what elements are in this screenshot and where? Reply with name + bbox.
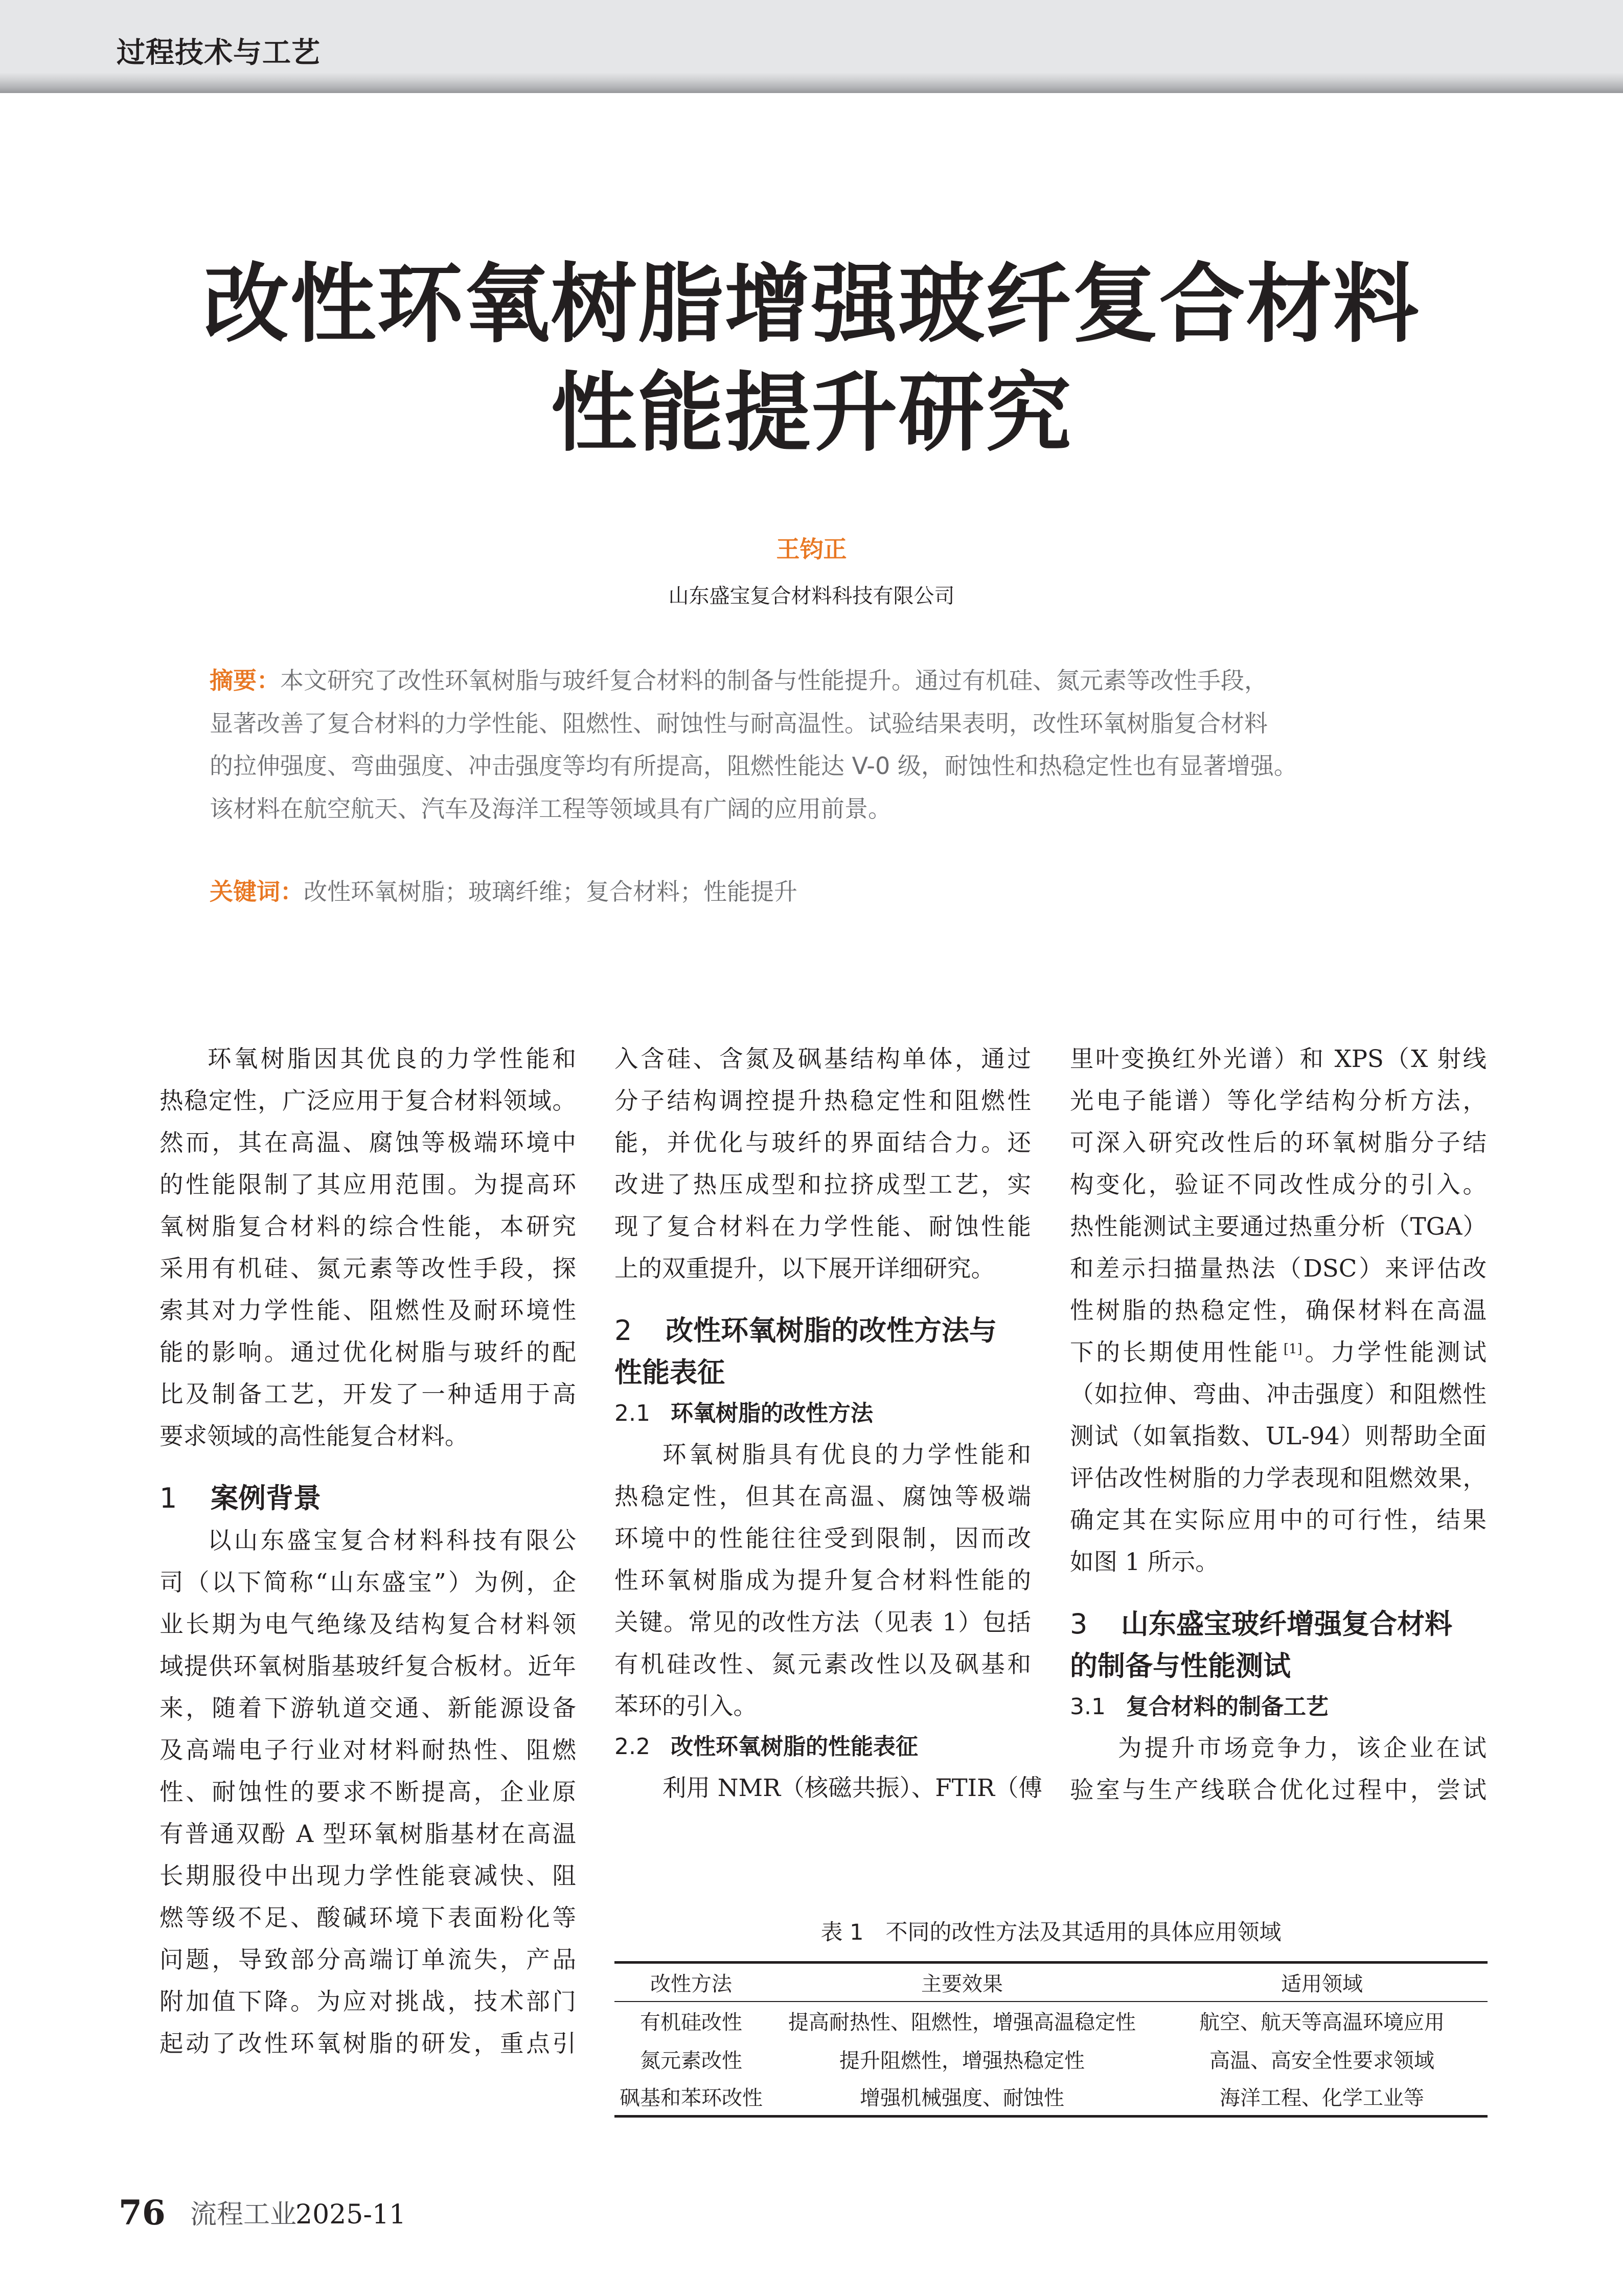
citation-ref-1[interactable]: [1] [1283,1342,1302,1357]
paragraph-line: 分子结构调控提升热稳定性和阻燃性 [614,1087,1031,1115]
paragraph-line: 域提供环氧树脂基玻纤复合板材。近年 [159,1652,576,1680]
paragraph-line: 利用 NMR（核磁共振）、FTIR（傅 [662,1774,1043,1802]
abstract-line: 显著改善了复合材料的力学性能、阻燃性、耐蚀性与耐高温性。试验结果表明，改性环氧树脂复合材料 [210,709,1268,737]
paragraph-line: 热稳定性，但其在高温、腐蚀等极端 [614,1483,1031,1510]
paragraph-line: 司（以下简称“山东盛宝”）为例，企 [159,1568,576,1596]
section-label: 过程技术与工艺 [117,36,321,70]
subsection-heading-3-1: 3.1 复合材料的制备工艺 [1070,1694,1329,1720]
table-header-cell: 改性方法 [650,1972,732,1996]
paragraph-line: 环氧树脂具有优良的力学性能和 [662,1441,1031,1468]
paragraph-line: 要求领域的高性能复合材料。 [159,1422,469,1450]
table-row [614,2002,1488,2040]
paragraph-line: 入含硅、含氮及砜基结构单体，通过 [614,1045,1031,1073]
table-cell: 增强机械强度、耐蚀性 [860,2086,1064,2110]
paragraph-line: 比及制备工艺，开发了一种适用于高 [159,1380,576,1408]
paragraph-line: 氧树脂复合材料的综合性能，本研究 [159,1213,576,1240]
paragraph-line: 长期服役中出现力学性能衰减快、阻 [159,1862,576,1890]
subsection-heading-2-2: 2.2 改性环氧树脂的性能表征 [614,1734,918,1760]
paragraph-line: 环氧树脂因其优良的力学性能和 [208,1045,576,1073]
paragraph-line: （如拉伸、弯曲、冲击强度）和阻燃性 [1070,1380,1487,1408]
paragraph-line: 性树脂的热稳定性，确保材料在高温 [1070,1297,1487,1324]
paragraph-line: 评估改性树脂的力学表现和阻燃效果， [1070,1464,1487,1492]
author-affiliation: 山东盛宝复合材料科技有限公司 [668,584,955,608]
article-title-line-2: 性能提升研究 [551,363,1072,463]
paragraph-line: 环境中的性能往往受到限制，因而改 [614,1525,1031,1552]
table-cell: 提升阻燃性，增强热稳定性 [839,2049,1085,2073]
paragraph-line: 现了复合材料在力学性能、耐蚀性能 [614,1213,1031,1240]
section-heading-1: 1 案例背景 [159,1482,321,1514]
table-cell: 海洋工程、化学工业等 [1220,2086,1424,2110]
paragraph-line: 问题，导致部分高端订单流失，产品 [159,1946,576,1973]
paragraph-line: 上的双重提升，以下展开详细研究。 [614,1255,995,1282]
paragraph-line: 苯环的引入。 [614,1692,757,1720]
table-cell: 航空、航天等高温环境应用 [1199,2011,1445,2034]
paragraph-line: 下的长期使用性能 [1]。力学性能测试 [1070,1338,1487,1366]
table-cell: 氮元素改性 [640,2049,742,2073]
paragraph-line: 测试（如氧指数、UL-94）则帮助全面 [1070,1422,1487,1450]
table-header-row [614,1963,1488,2002]
abstract [210,660,1447,830]
keywords [210,875,1447,908]
paragraph-line: 有普通双酚 A 型环氧树脂基材在高温 [159,1820,576,1848]
body-column-left [159,1038,576,2064]
body-column-right [1070,1038,1487,1811]
table-header-cell: 适用领域 [1281,1972,1363,1996]
page-number: 76 [119,2193,166,2233]
paragraph-line: 能，并优化与玻纤的界面结合力。还 [614,1129,1031,1156]
paragraph-line: 改进了热压成型和拉挤成型工艺，实 [614,1171,1031,1198]
table-row [614,2040,1488,2078]
paragraph-line: 能的影响。通过优化树脂与玻纤的配 [159,1338,576,1366]
issue-date: 2025-11 [295,2199,406,2230]
abstract-line: 的拉伸强度、弯曲强度、冲击强度等均有所提高，阻燃性能达 V-0 级，耐蚀性和热稳定性也有显著增强。 [210,752,1297,780]
section-heading-3: 3 山东盛宝玻纤增强复合材料 [1070,1608,1452,1640]
paragraph-line: 热稳定性，广泛应用于复合材料领域。 [159,1087,576,1115]
table-header-cell: 主要效果 [921,1972,1003,1996]
paragraph-line: 光电子能谱）等化学结构分析方法， [1070,1087,1487,1115]
table-cell: 有机硅改性 [640,2011,742,2034]
paragraph-line: 性、耐蚀性的要求不断提高，企业原 [159,1778,576,1806]
keywords-label: 关键词： [210,878,304,905]
table-caption: 表 1 不同的改性方法及其适用的具体应用领域 [820,1920,1282,1945]
paragraph-line: 为提升市场竞争力，该企业在试 [1118,1734,1487,1762]
abstract-line: 该材料在航空航天、汽车及海洋工程等领域具有广阔的应用前景。 [210,794,891,823]
paragraph-line: 索其对力学性能、阻燃性及耐环境性 [159,1297,576,1324]
author-name: 王钧正 [776,535,847,563]
table-cell: 砜基和苯环改性 [620,2086,763,2110]
abstract-label: 摘要： [210,667,280,694]
body-column-middle [614,1038,1043,1809]
paragraph-line: 然而，其在高温、腐蚀等极端环境中 [159,1129,576,1156]
paragraph-line: 性环氧树脂成为提升复合材料性能的 [614,1566,1031,1594]
subsection-heading-2-1: 2.1 环氧树脂的改性方法 [614,1400,873,1426]
paragraph-line: 以山东盛宝复合材料科技有限公 [208,1527,576,1554]
paragraph-line: 确定其在实际应用中的可行性，结果 [1070,1506,1487,1534]
modification-methods-table [614,1961,1488,2118]
abstract-line: 摘要：本文研究了改性环氧树脂与玻纤复合材料的制备与性能提升。通过有机硅、氮元素等改性手段， [210,667,1268,694]
table-cell: 提高耐热性、阻燃性，增强高温稳定性 [788,2011,1136,2034]
paragraph-line: 采用有机硅、氮元素等改性手段，探 [159,1255,576,1282]
journal-name: 流程工业 [190,2199,297,2230]
keywords-text: 改性环氧树脂；玻璃纤维；复合材料；性能提升 [304,878,797,905]
article-title-line-1: 改性环氧树脂增强玻纤复合材料 [203,254,1420,354]
paragraph-line: 业长期为电气绝缘及结构复合材料领 [159,1610,576,1638]
table-cell: 高温、高安全性要求领域 [1209,2049,1434,2073]
section-heading-3-cont: 的制备与性能测试 [1070,1650,1291,1682]
paragraph-line: 和差示扫描量热法（DSC）来评估改 [1070,1255,1487,1282]
paragraph-line: 的性能限制了其应用范围。为提高环 [159,1171,576,1198]
paragraph-line: 有机硅改性、氮元素改性以及砜基和 [614,1650,1031,1678]
paragraph-line: 构变化，验证不同改性成分的引入。 [1070,1171,1487,1198]
table-row [614,2078,1488,2117]
paragraph-line: 燃等级不足、酸碱环境下表面粉化等 [159,1904,576,1931]
paragraph-line: 里叶变换红外光谱）和 XPS（X 射线 [1070,1045,1487,1073]
paragraph-line: 可深入研究改性后的环氧树脂分子结 [1070,1129,1487,1156]
section-heading-2-cont: 性能表征 [614,1356,725,1389]
paragraph-line: 起动了改性环氧树脂的研发，重点引 [159,2030,576,2057]
paragraph-line: 及高端电子行业对材料耐热性、阻燃 [159,1736,576,1764]
paragraph-line: 关键。常见的改性方法（见表 1）包括 [614,1608,1031,1636]
section-heading-2: 2 改性环氧树脂的改性方法与 [614,1314,997,1347]
paragraph-line: 来，随着下游轨道交通、新能源设备 [159,1694,576,1722]
paragraph-line: 附加值下降。为应对挑战，技术部门 [159,1988,576,2015]
paragraph-line: 热性能测试主要通过热重分析（TGA） [1070,1213,1487,1240]
paragraph-line: 验室与生产线联合优化过程中，尝试 [1070,1776,1487,1804]
paragraph-line: 如图 1 所示。 [1070,1548,1219,1576]
